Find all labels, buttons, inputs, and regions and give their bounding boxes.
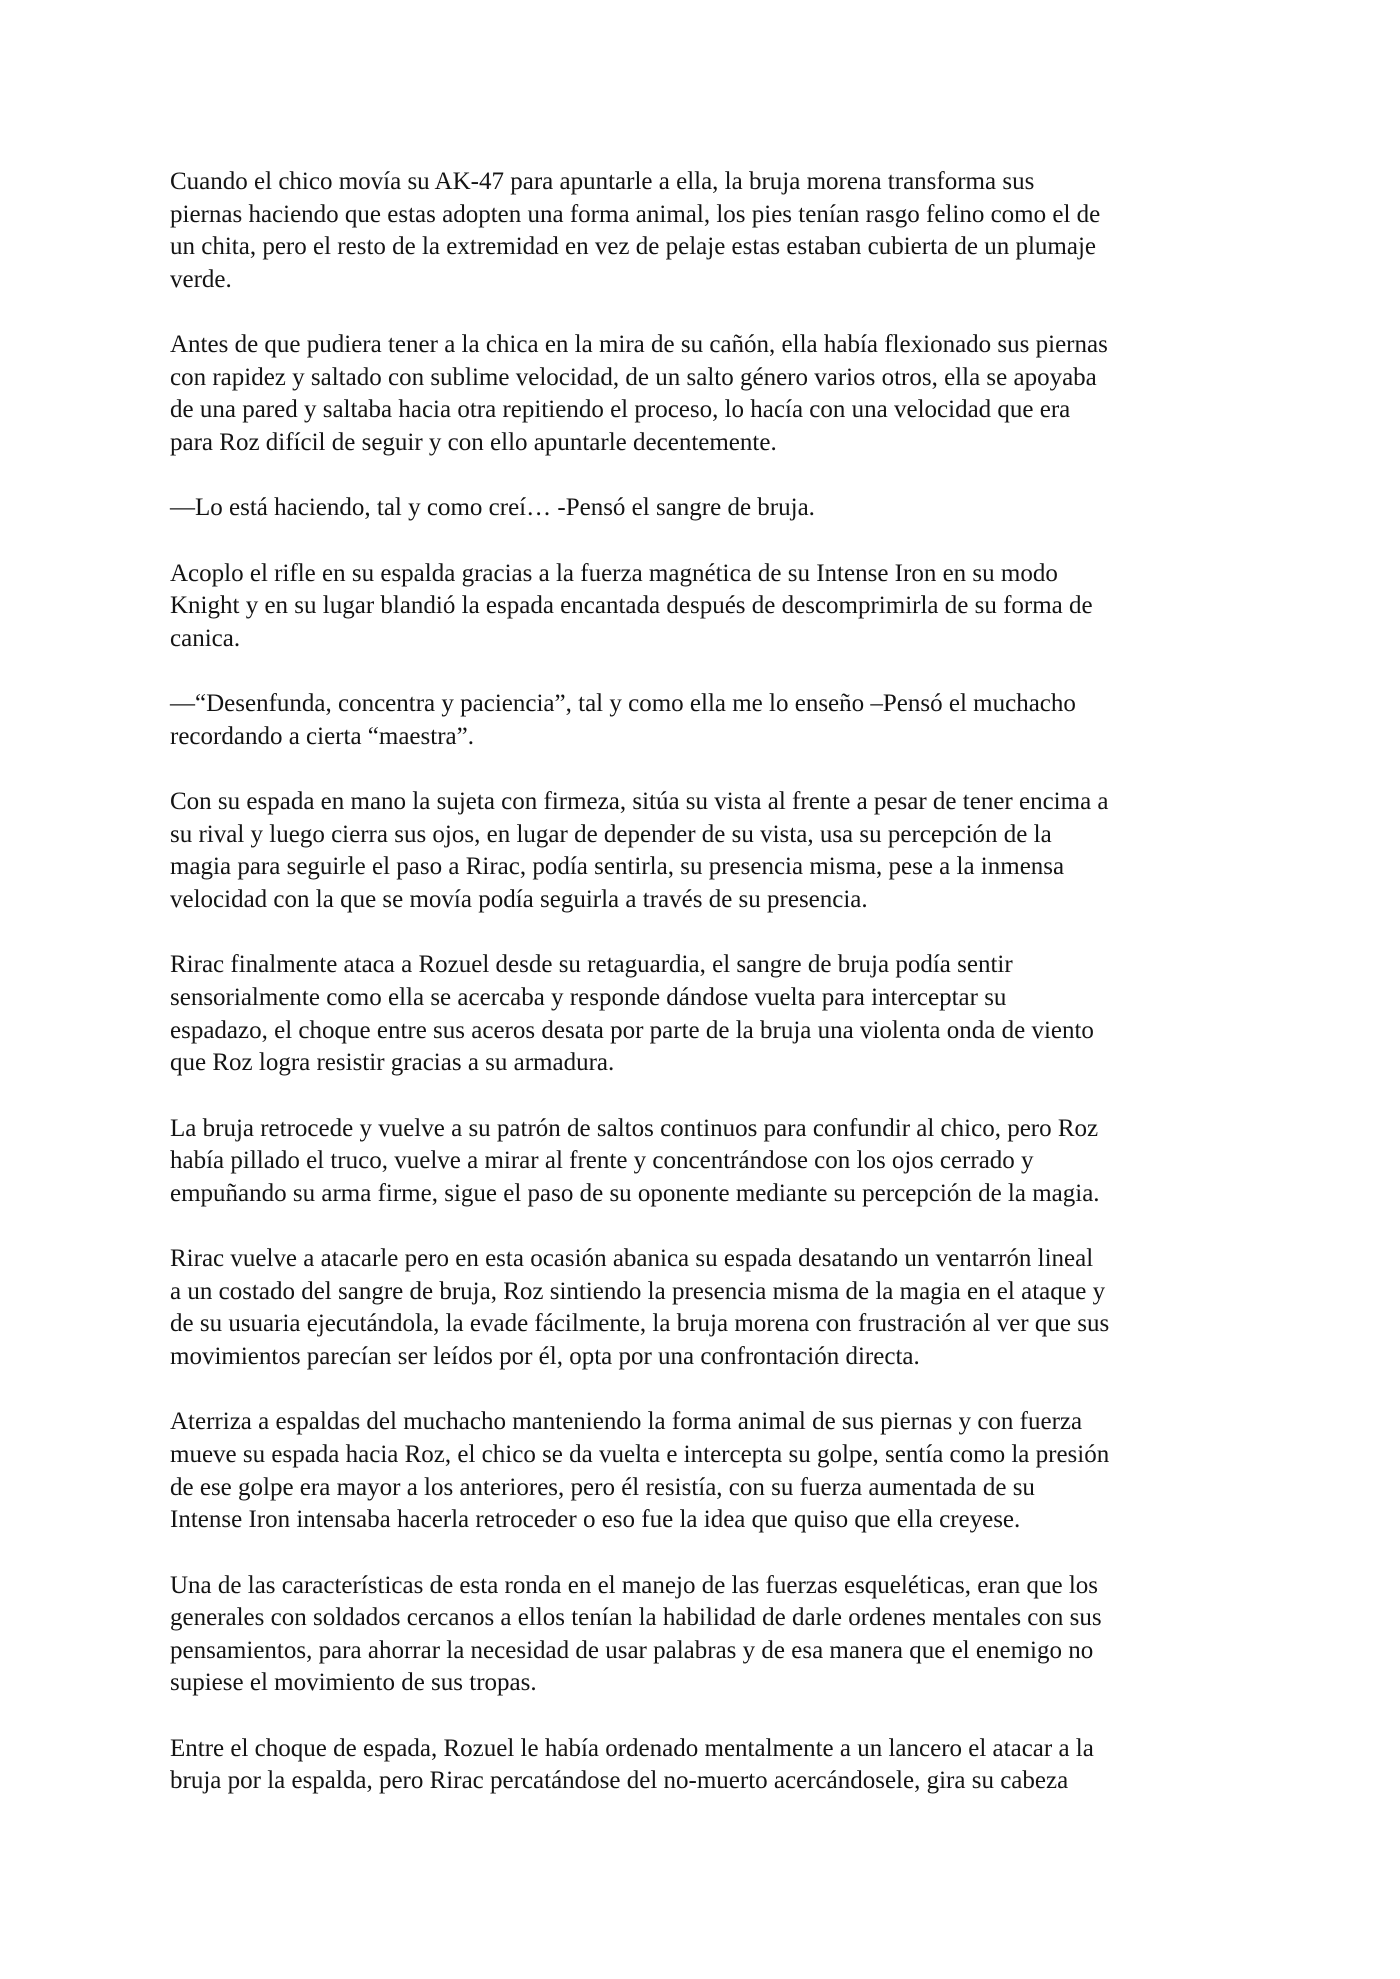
paragraph: Antes de que pudiera tener a la chica en la mira de su cañón, ella había flexionado sus piernas con rapidez y saltado con sublime velocidad, de un salto género varios otros, ella se apoyaba de una pared y saltaba hacia otra repitiendo el proceso, lo hacía con una velocidad que era para Roz difícil de seguir y con ello apuntarle decentemente.	[170, 331, 1108, 456]
paragraph: Rirac finalmente ataca a Rozuel desde su retaguardia, el sangre de bruja podía sentir sensorialmente como ella se acercaba y responde dándose vuelta para interceptar su espadazo, el choque entre sus aceros desata por parte de la bruja una violenta onda de viento que Roz logra resistir gracias a su armadura.	[170, 951, 1094, 1077]
paragraph: —Lo está haciendo, tal y como creí… -Pensó el sangre de bruja.	[170, 494, 815, 522]
paragraph: Con su espada en mano la sujeta con firmeza, sitúa su vista al frente a pesar de tener encima a su rival y luego cierra sus ojos, en lugar de depender de su vista, usa su percepción de la magia para seguirle el paso a Rirac, podía sentirla, su presencia misma, pese a la inmensa velocidad con la que se movía podía seguirla a través de su presencia.	[170, 788, 1109, 914]
paragraph: Acoplo el rifle en su espalda gracias a la fuerza magnética de su Intense Iron en su modo Knight y en su lugar blandió la espada encantada después de descomprimirla de su forma de canica.	[170, 559, 1093, 652]
paragraph: Cuando el chico movía su AK-47 para apuntarle a ella, la bruja morena transforma sus piernas haciendo que estas adopten una forma animal, los pies tenían rasgo felino como el de un chita, pero el resto de la extremidad en vez de pelaje estas estaban cubierta de un plumaje verde.	[170, 168, 1101, 293]
paragraph: —“Desenfunda, concentra y paciencia”, tal y como ella me lo enseño –Pensó el muchacho recordando a cierta “maestra”.	[170, 690, 1076, 750]
paragraph: La bruja retrocede y vuelve a su patrón de saltos continuos para confundir al chico, pero Roz había pillado el truco, vuelve a mirar al frente y concentrándose con los ojos cerrado y empuñando su arma firme, sigue el paso de su oponente mediante su percepción de la magia.	[170, 1114, 1100, 1207]
paragraph: Una de las características de esta ronda en el manejo de las fuerzas esqueléticas, eran que los generales con soldados cercanos a ellos tenían la habilidad de darle ordenes mentales con sus pensamientos, para ahorrar la necesidad de usar palabras y de esa manera que el enemigo no supiese el movimiento de sus tropas.	[170, 1571, 1102, 1697]
paragraph: Entre el choque de espada, Rozuel le había ordenado mentalmente a un lancero el atacar a la bruja por la espalda, pero Rirac percatándose del no-muerto acercándosele, gira su cabeza	[170, 1734, 1094, 1795]
body-text	[170, 166, 1240, 1798]
paragraph: Rirac vuelve a atacarle pero en esta ocasión abanica su espada desatando un ventarrón lineal a un costado del sangre de bruja, Roz sintiendo la presencia misma de la magia en el ataque y de su usuaria ejecutándola, la evade fácilmente, la bruja morena con frustración al ver que sus movimientos parecían ser leídos por él, opta por una confrontación directa.	[170, 1245, 1110, 1370]
paragraph: Aterriza a espaldas del muchacho manteniendo la forma animal de sus piernas y con fuerza mueve su espada hacia Roz, el chico se da vuelta e intercepta su golpe, sentía como la presión de ese golpe era mayor a los anteriores, pero él resistía, con su fuerza aumentada de su Intense Iron intensaba hacerla retroceder o eso fue la idea que quiso que ella creyese.	[170, 1408, 1110, 1534]
